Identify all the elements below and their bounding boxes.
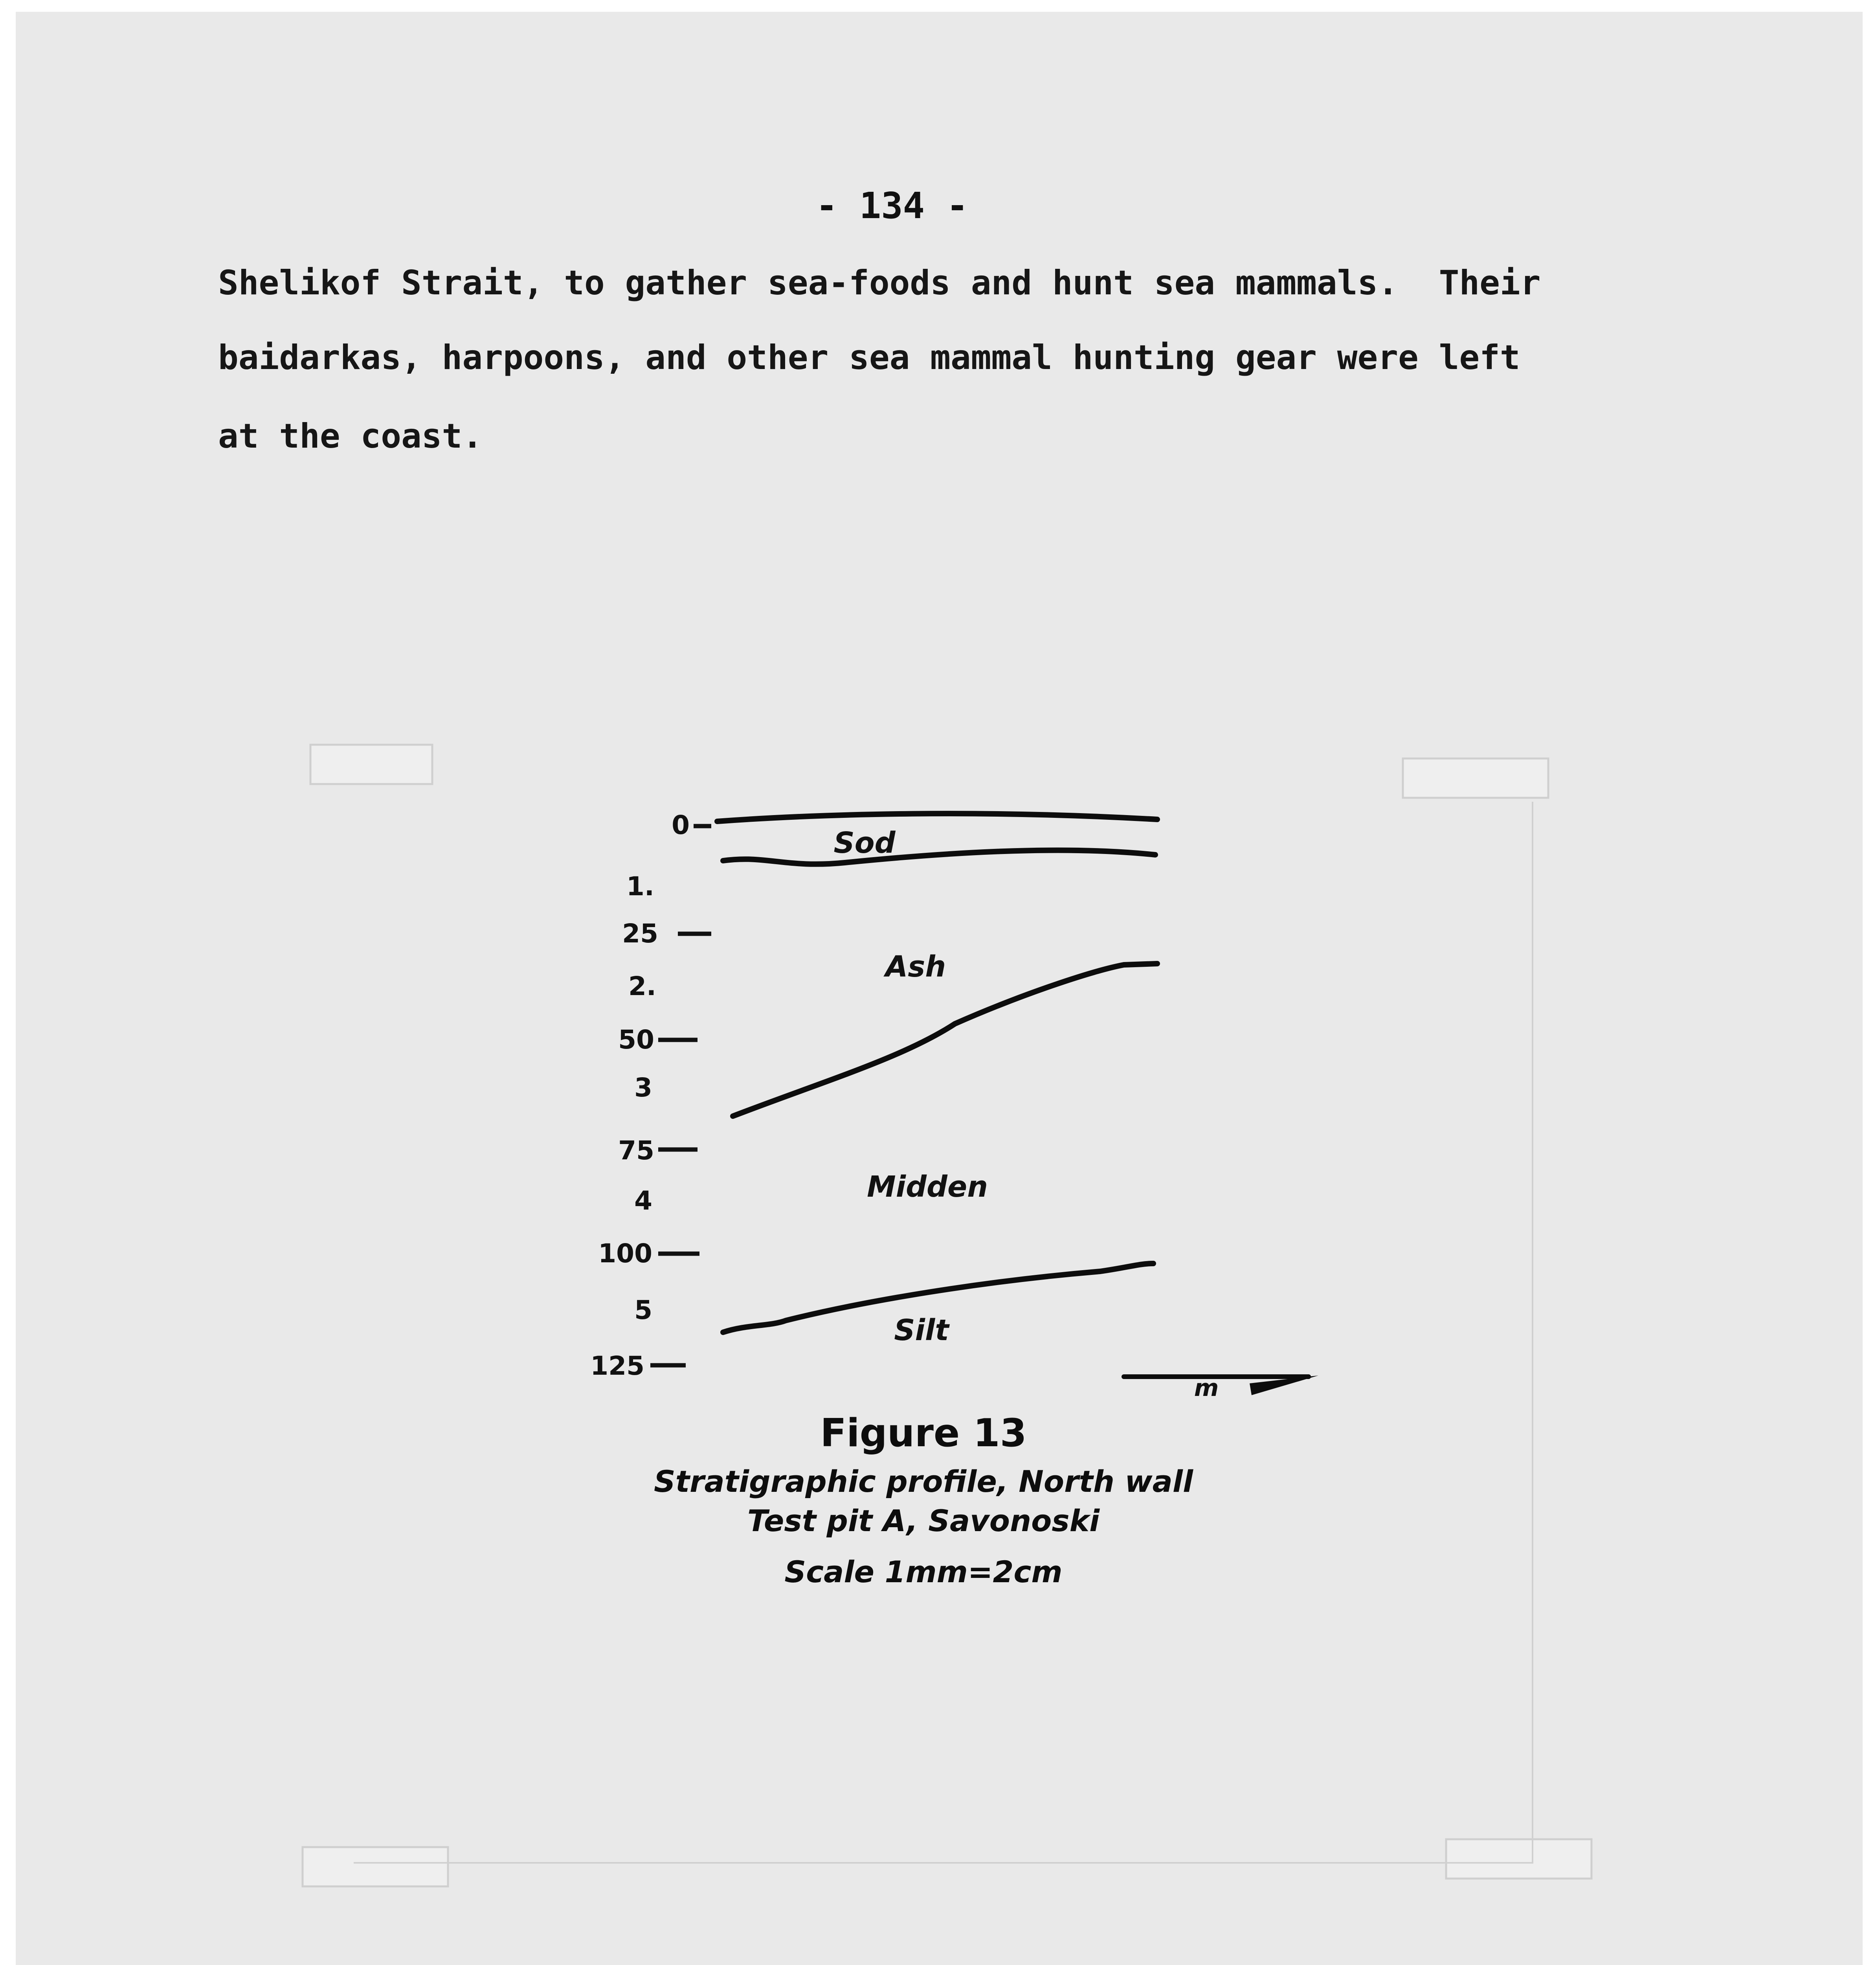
mounting-tape <box>1446 1839 1591 1879</box>
arrow-label: m <box>1194 1374 1219 1402</box>
depth-label-75: 75 <box>618 1135 654 1166</box>
body-text-line: at the coast. <box>218 417 483 456</box>
depth-label-50: 50 <box>618 1025 654 1055</box>
sod-ash-boundary <box>723 850 1155 864</box>
depth-label-1: 1. <box>626 871 654 902</box>
page-number: - 134 - <box>816 185 968 227</box>
depth-label-3: 3 <box>634 1072 652 1103</box>
layer-label-sod: Sod <box>833 826 896 860</box>
body-text-line: Shelikof Strait, to gather sea-foods and hunt sea mammals. Their <box>218 263 1541 303</box>
layer-label-midden: Midden <box>867 1170 988 1204</box>
ash-midden-boundary <box>733 964 1157 1116</box>
figure-caption-line: Scale 1mm=2cm <box>784 1554 1063 1589</box>
figure-caption-line: Stratigraphic profile, North wall <box>653 1464 1193 1499</box>
body-text-line: baidarkas, harpoons, and other sea mammal hunting gear were left <box>218 338 1520 377</box>
mounting-tape <box>1403 758 1548 798</box>
depth-label-100: 100 <box>598 1238 652 1269</box>
surface-line <box>717 814 1157 821</box>
figure-caption-title: Figure 13 <box>820 1411 1027 1456</box>
depth-label-5: 5 <box>634 1295 652 1325</box>
figure-caption-line: Test pit A, Savonoski <box>747 1503 1100 1538</box>
layer-label-silt: Silt <box>894 1313 949 1347</box>
mounting-tape <box>303 1847 448 1886</box>
depth-label-25: 25 <box>622 918 658 949</box>
layer-label-ash: Ash <box>885 950 946 984</box>
depth-label-4: 4 <box>634 1186 652 1216</box>
mounting-tape <box>310 745 432 784</box>
depth-label-0: 0 <box>672 810 690 840</box>
depth-label-125: 125 <box>590 1351 644 1381</box>
depth-label-2: 2. <box>628 971 656 1001</box>
